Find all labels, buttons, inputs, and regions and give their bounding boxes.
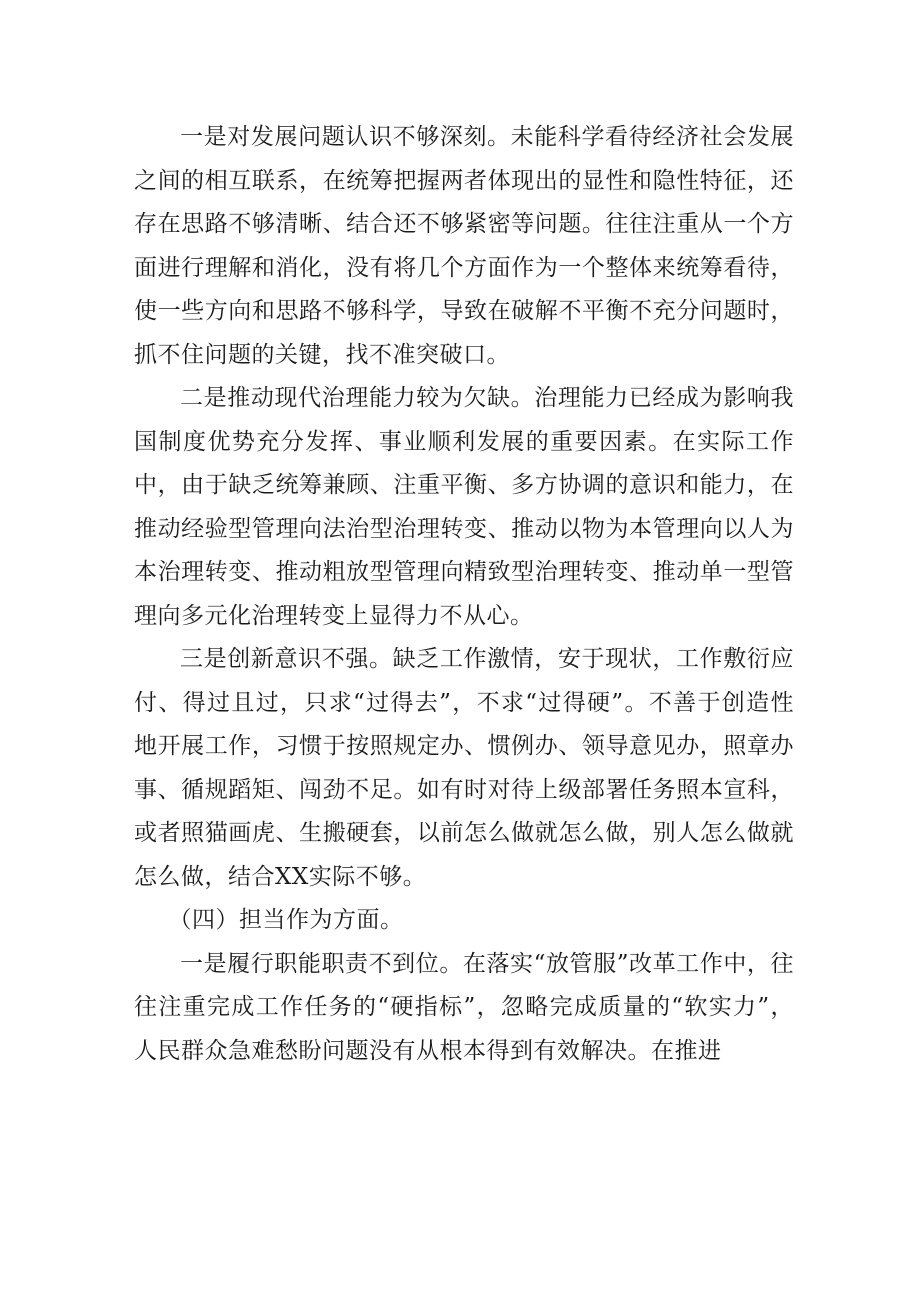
paragraph-duties: 一是履行职能职责不到位。在落实“放管服”改革工作中，往往注重完成工作任务的“硬指标”，忽略完成质量的“软实力”，人民群众急难愁盼问题没有从根本得到有效解决。在推进 (134, 950, 794, 1064)
paragraph-governance: 二是推动现代治理能力较为欠缺。治理能力已经成为影响我国制度优势充分发挥、事业顺利发展的重要因素。在实际工作中，由于缺乏统筹兼顾、注重平衡、多方协调的意识和能力，在推动经验型管理向法治型治理转变、推动以物为本管理向以人为本治理转变、推动粗放型管理向精致型治理转变、推动单一型管理向多元化治理转变上显得力不从心。 (134, 385, 794, 629)
section-heading: （四）担当作为方面。 (168, 907, 404, 933)
document-body (134, 116, 794, 1073)
paragraph-understanding: 一是对发展问题认识不够深刻。未能科学看待经济社会发展之间的相互联系，在统筹把握两者体现出的显性和隐性特征，还存在思路不够清晰、结合还不够紧密等问题。往往注重从一个方面进行理解和消化，没有将几个方面作为一个整体来统筹看待，使一些方向和思路不够科学，导致在破解不平衡不充分问题时，抓不住问题的关键，找不准突破口。 (134, 124, 794, 368)
paragraph-innovation: 三是创新意识不强。缺乏工作激情，安于现状，工作敷衍应付、得过且过，只求“过得去”，不求“过得硬”。不善于创造性地开展工作，习惯于按照规定办、惯例办、领导意见办，照章办事、循规蹈矩、闯劲不足。如有时对待上级部署任务照本宣科，或者照猫画虎、生搬硬套，以前怎么做就怎么做，别人怎么做就怎么做，结合XX实际不够。 (134, 646, 794, 890)
